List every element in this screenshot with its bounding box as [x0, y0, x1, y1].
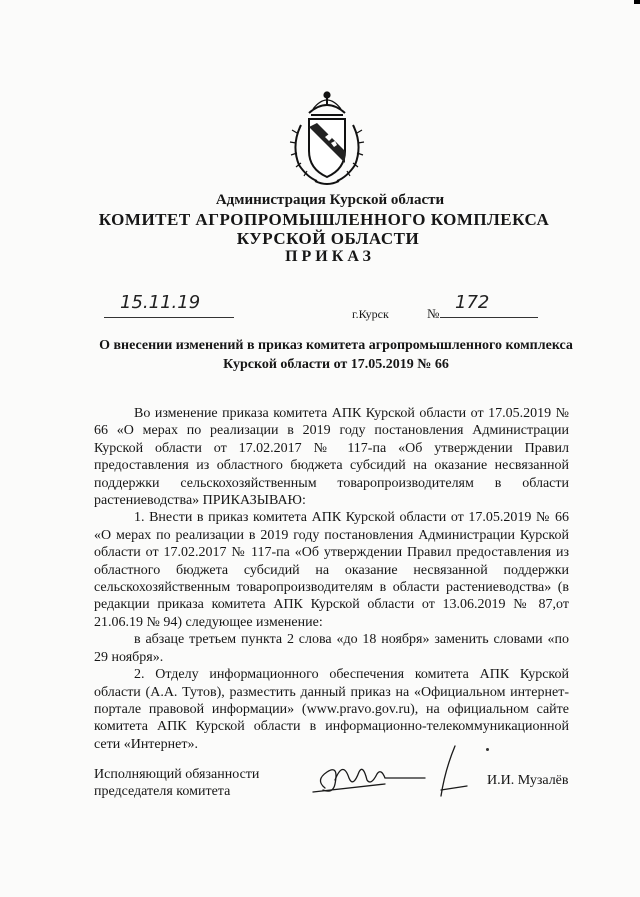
handwritten-signature [305, 740, 470, 800]
administration-title: Администрация Курской области [215, 192, 445, 208]
scan-corner-mark [634, 0, 640, 4]
region-title: КУРСКОЙ ОБЛАСТИ [236, 229, 420, 248]
item-1-change-paragraph: в абзаце третьем пункта 2 слова «до 18 ноября» заменить словами «по 29 ноября». [94, 632, 569, 665]
number-underline [440, 317, 538, 318]
order-subject: О внесении изменений в приказ комитета агропромышленного комплекса Курской области от 17.05.2019 № 66 [99, 338, 573, 372]
order-number-handwritten: 172 [455, 292, 490, 313]
order-body [94, 405, 569, 753]
order-date-handwritten: 15.11.19 [120, 292, 201, 313]
committee-title: КОМИТЕТ АГРОПРОМЫШЛЕННОГО КОМПЛЕКСА [98, 210, 550, 229]
city-label: г.Курск [352, 307, 389, 321]
date-underline [104, 317, 234, 318]
document-type: ПРИКАЗ [285, 248, 375, 265]
item-1-paragraph: 1. Внести в приказ комитета АПК Курской области от 17.05.2019 № 66 «О мерах по реализации в 2019 году постановления Администрации Курской области от 17.02.2017 № 117-па «Об утверждении Правил предоставления из областного бюджета субсидий на оказание несвязанной поддержки сельскохозяйственным товаропроизводителям в области растениеводства» (в редакции приказа комитета АПК Курской области от 13.06.2019 № 87,от 21.06.19 № 94) следующее изменение: [94, 510, 569, 630]
number-sign: № [427, 306, 440, 321]
preamble-paragraph: Во изменение приказа комитета АПК Курской области от 17.05.2019 № 66 «О мерах по реализации в 2019 году постановления Администрации Курской области от 17.02.2017 № 117-па «Об утверждении Правил предоставления из областного бюджета субсидий на оказание несвязанной поддержки сельскохозяйственным товаропроизводителям в области растениеводства» ПРИКАЗЫВАЮ: [94, 406, 569, 509]
position-line-1: Исполняющий обязанности [94, 767, 260, 782]
signatory-name: И.И. Музалёв [487, 773, 569, 788]
signatory-position [94, 766, 259, 800]
stray-dot [486, 748, 489, 751]
position-line-2: председателя комитета [94, 784, 231, 799]
item-2-paragraph: 2. Отделу информационного обеспечения комитета АПК Курской области (А.А. Тутов), разместить данный приказ на «Официальном интернет-портале правовой информации» (www.pravo.gov.ru), на официальном сайте комитета АПК Курской области в информационно-телекоммуникационной сети «Интернет». [94, 667, 569, 752]
coat-of-arms-emblem [287, 85, 367, 190]
